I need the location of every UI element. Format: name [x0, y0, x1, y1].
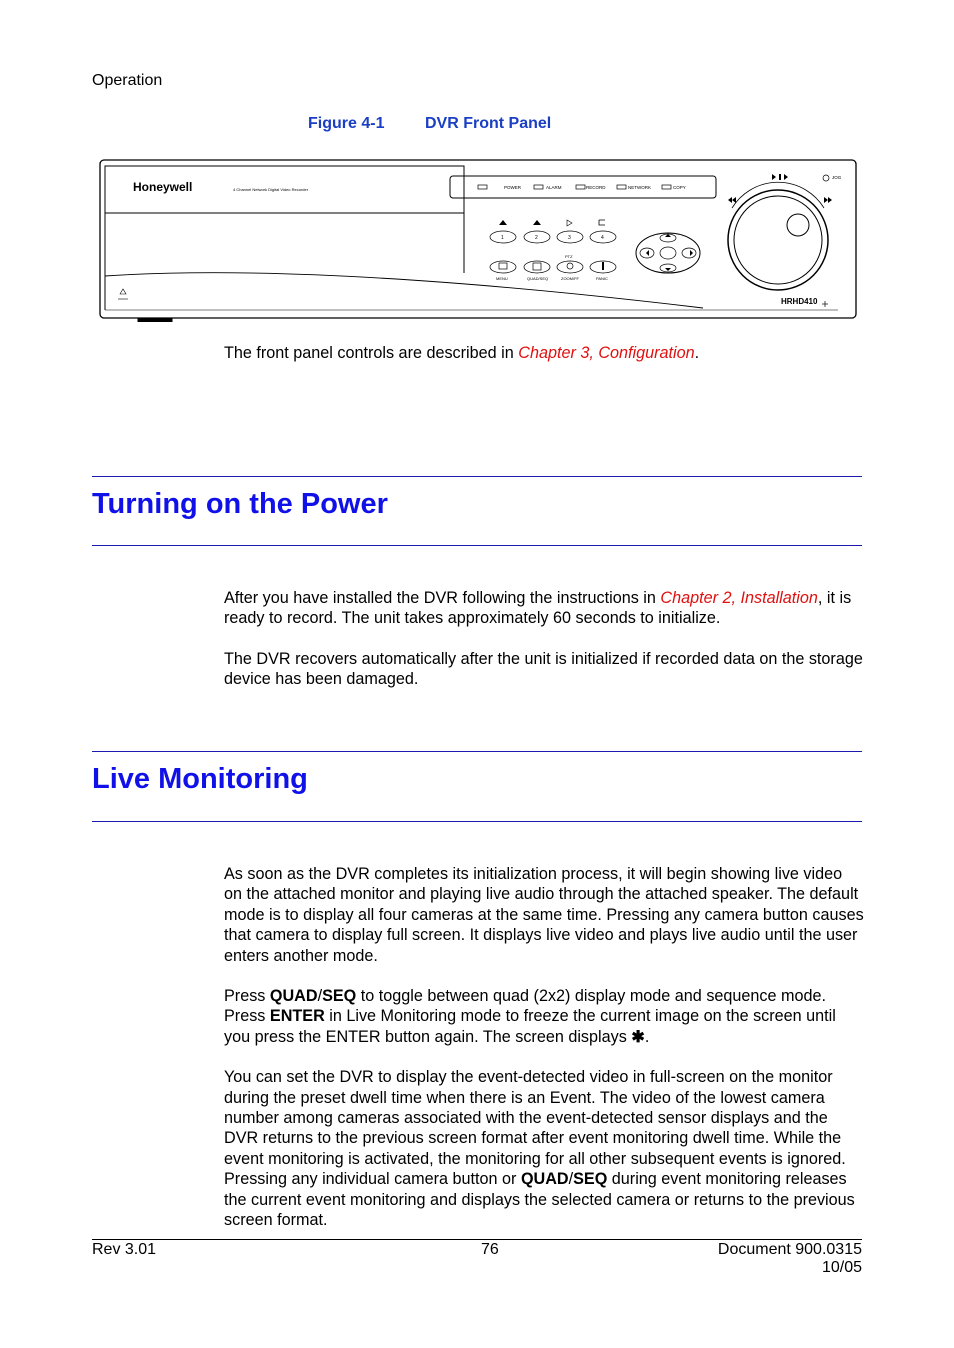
seq-label-2: SEQ: [573, 1170, 608, 1189]
quad-label: QUAD: [269, 987, 318, 1006]
intro-paragraph: [224, 343, 864, 363]
section-power-body: [224, 588, 864, 710]
power-text: After you have installed the DVR following the instructions in: [224, 589, 661, 607]
figure-title: DVR Front Panel: [425, 115, 552, 132]
section-live-body: [224, 864, 864, 1251]
footer-rule: [92, 1239, 862, 1240]
figure-number: Figure 4-1: [308, 115, 385, 132]
chapter-3-link[interactable]: Chapter 3, Configuration: [518, 344, 695, 362]
section-title-power: Turning on the Power: [92, 488, 388, 520]
footer-revision: Rev 3.01: [92, 1241, 157, 1258]
slash-2: /: [568, 1170, 574, 1189]
live-text-p3c: during event monitoring releases the current event monitoring and displays the selected camera or returns to the previous screen format.: [224, 1170, 855, 1230]
panel-subtitle: 4 Channel Network Digital Video Recorder: [233, 187, 309, 192]
freeze-symbol-icon: ✱: [631, 1027, 645, 1046]
power-paragraph-1: [224, 588, 864, 629]
intro-text: The front panel controls are described in: [224, 344, 519, 362]
panel-model: HRHD410: [781, 297, 818, 306]
running-header: Operation: [92, 72, 163, 89]
indicator-network: NETWORK: [628, 185, 651, 190]
live-paragraph-3: [224, 1067, 864, 1230]
power-paragraph-2: The DVR recovers automatically after the unit is initialized if recorded data on the storage device has been damaged.: [224, 649, 863, 689]
footer-date: 10/05: [821, 1259, 862, 1276]
live-text-d: in Live Monitoring mode to freeze the current image on the screen until you press the ENTER button again. The screen displays: [224, 1007, 836, 1046]
seq-label: SEQ: [322, 987, 357, 1006]
camera-button-3: 3: [568, 235, 571, 241]
indicator-power: POWER: [504, 185, 522, 190]
section-title-live: Live Monitoring: [92, 763, 308, 795]
chapter-2-link[interactable]: Chapter 2, Installation: [660, 589, 818, 607]
indicator-copy: COPY: [673, 185, 686, 190]
live-paragraph-2: [224, 986, 864, 1047]
power-text-end: , it is ready to record. The unit takes approximately 60 seconds to initialize.: [224, 589, 852, 628]
footer-document: [718, 1241, 862, 1277]
section-rule-top-2: [92, 751, 862, 752]
section-rule-bottom: [92, 545, 862, 546]
live-text-a: Press: [224, 987, 270, 1006]
function-label-menu: MENU: [496, 276, 508, 281]
section-rule-top: [92, 476, 862, 477]
enter-label: ENTER: [269, 1007, 325, 1026]
dvr-front-panel-illustration: [98, 158, 858, 322]
camera-button-1: 1: [501, 235, 504, 241]
quad-label-2: QUAD: [520, 1170, 569, 1189]
live-paragraph-1: As soon as the DVR completes its initialization process, it will begin showing live video on the attached monitor and playing live audio through the attached speaker. The default mode is to display all four cameras at the same time. Pressing any camera button causes that camera to display full screen. It displays live video and plays live audio until the user enters another mode.: [224, 865, 864, 965]
live-text-c: to toggle between quad (2x2) display mode and sequence mode. Press: [224, 987, 827, 1026]
function-label-zoom: ZOOM/FF: [561, 276, 579, 281]
camera-button-4: 4: [601, 235, 604, 241]
ptz-label: PTZ: [565, 254, 573, 259]
footer-document-number: Document 900.0315: [717, 1241, 862, 1258]
camera-button-2: 2: [535, 235, 538, 241]
footer-page-number: 76: [481, 1241, 499, 1258]
panel-brand: Honeywell: [133, 180, 193, 194]
function-label-panic: PANIC: [596, 276, 608, 281]
live-text-p3a: You can set the DVR to display the event-detected video in full-screen on the monitor during the preset dwell time when there is an Event. The video of the lowest camera number among cameras associated with the event-detected sensor displays and the DVR returns to the previous screen format after event monitoring dwell time. While the event monitoring is activated, the monitoring for all other subsequent events is ignored. Pressing any individual camera button or: [224, 1068, 846, 1189]
live-text-e: .: [644, 1027, 650, 1046]
slash: /: [317, 987, 323, 1006]
function-label-quad: QUAD/SEQ: [527, 276, 549, 281]
jog-label: JOG: [832, 175, 842, 180]
section-rule-bottom-2: [92, 821, 862, 822]
indicator-alarm: ALARM: [546, 185, 562, 190]
indicator-record: RECORD: [586, 185, 606, 190]
intro-text-end: .: [694, 344, 700, 362]
